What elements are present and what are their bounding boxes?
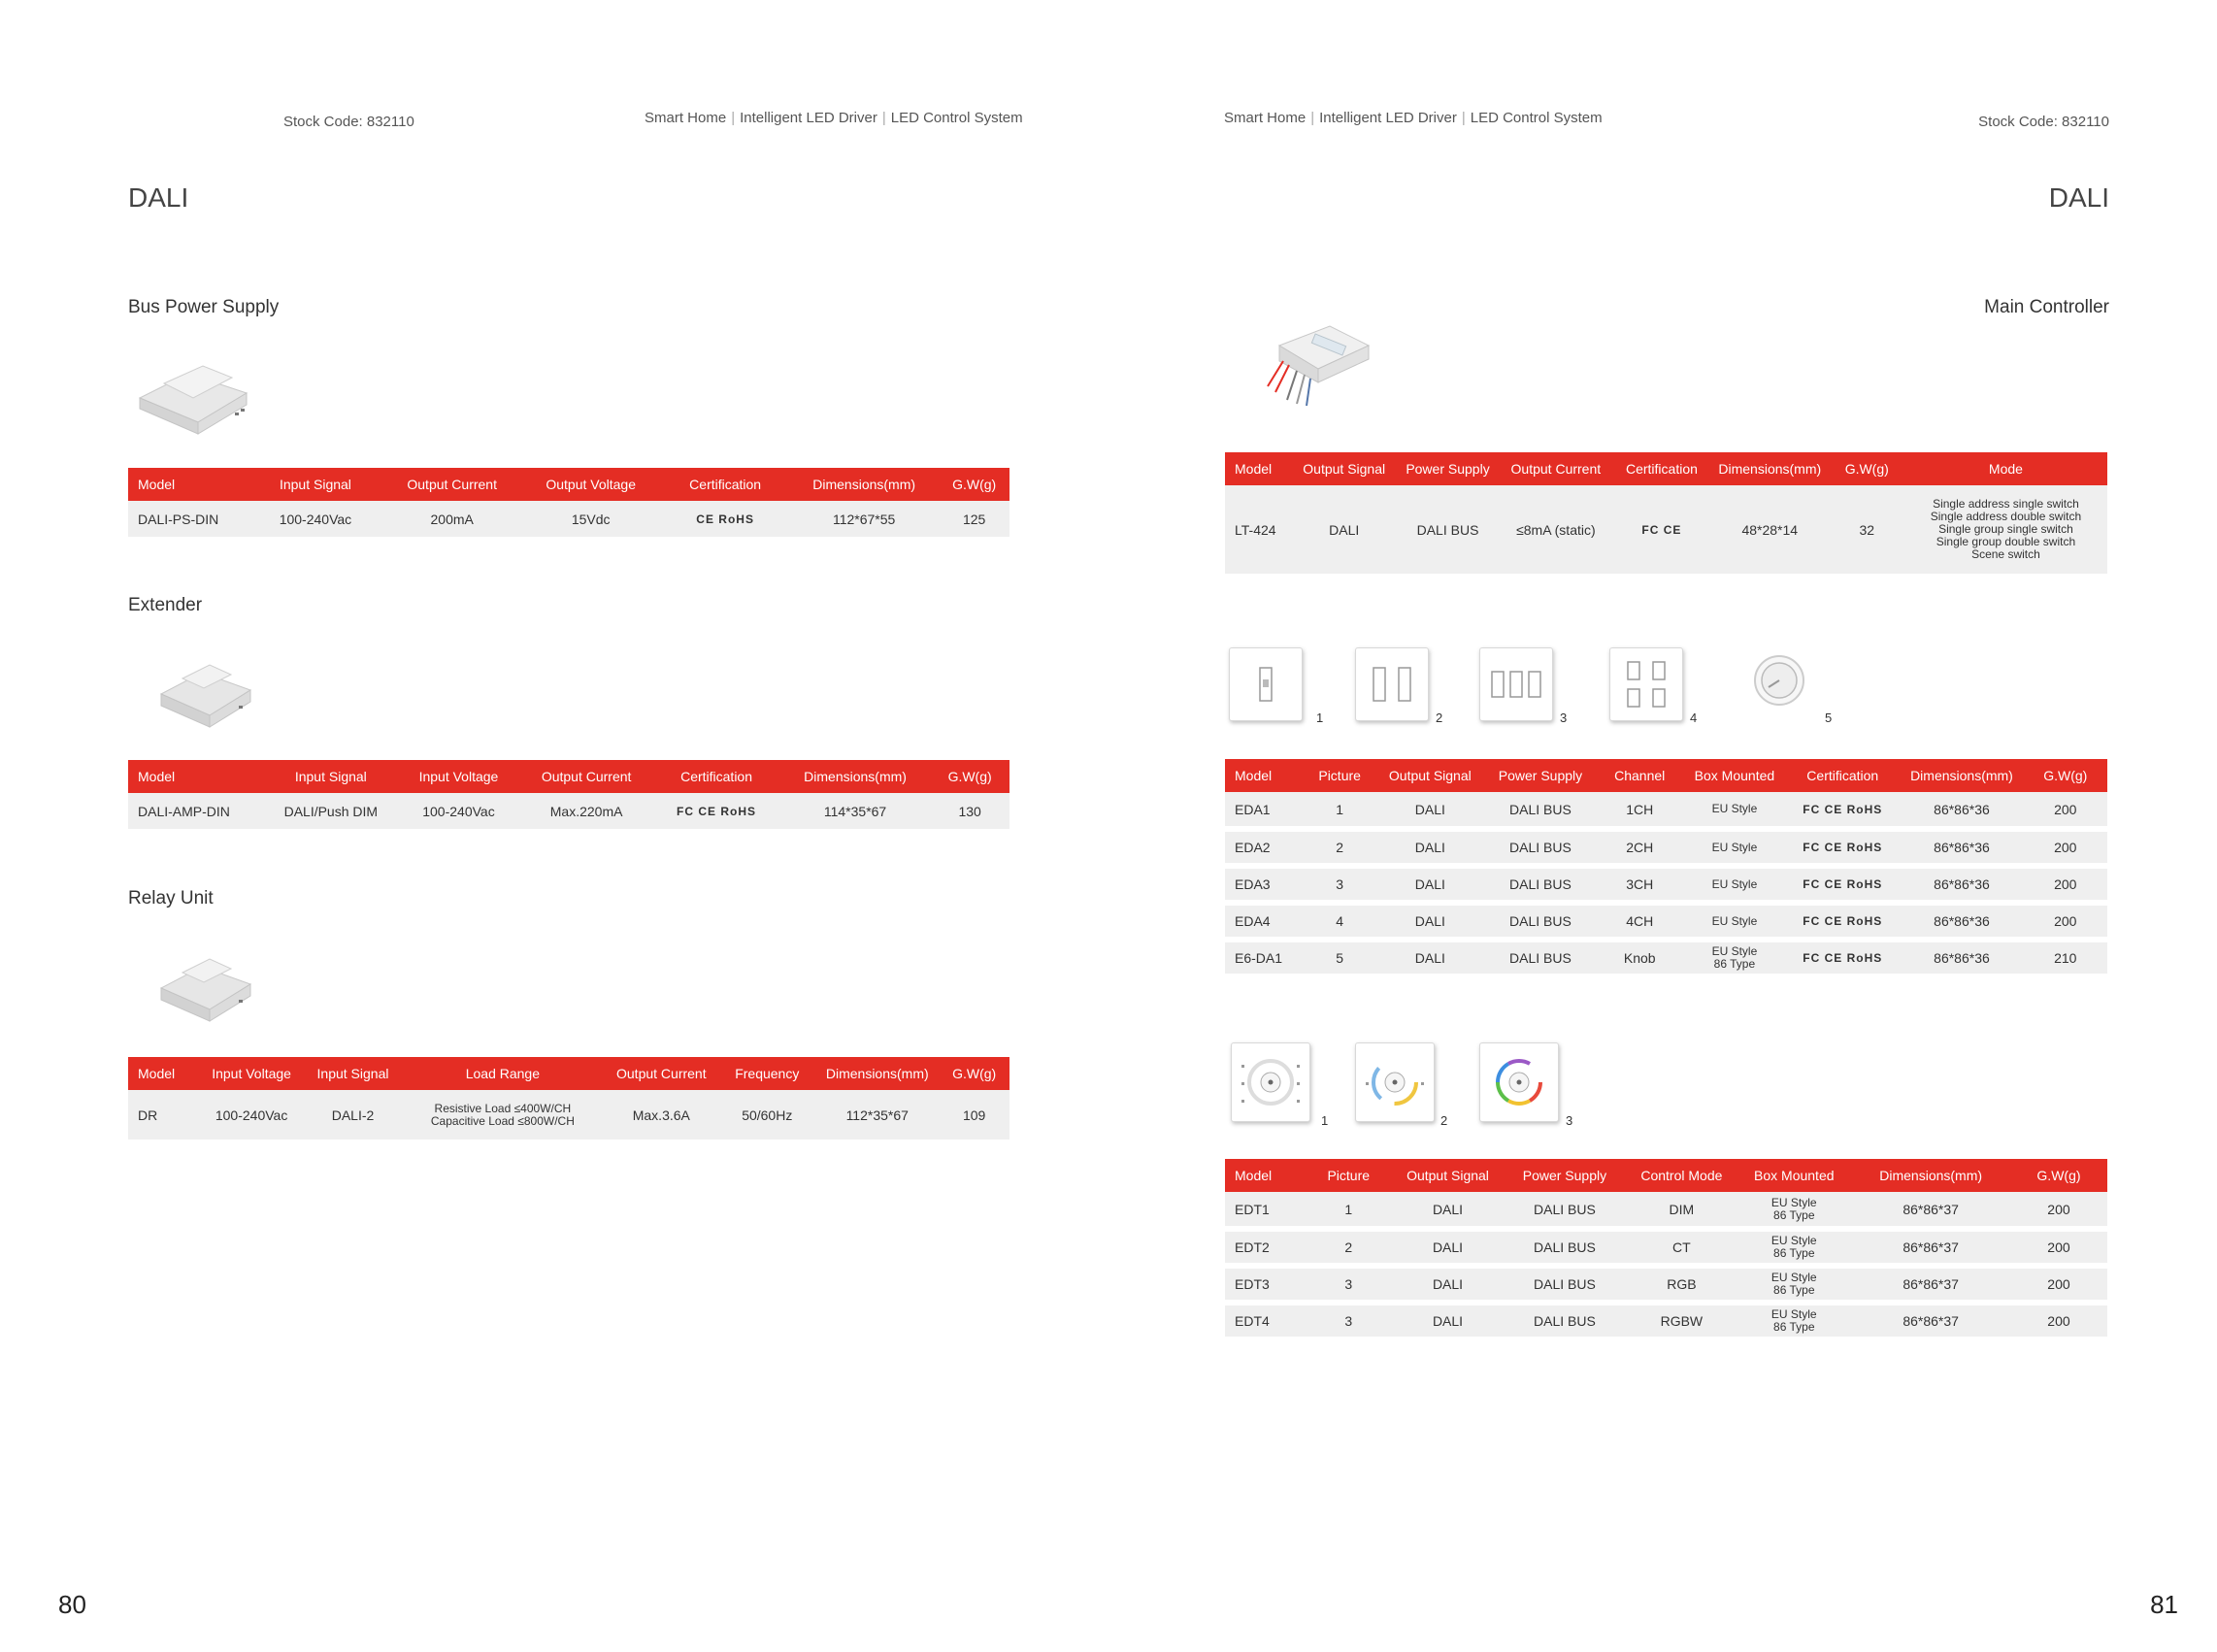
table-row — [1225, 1192, 2107, 1229]
cell-power-supply: DALI BUS — [1485, 829, 1596, 866]
cell-picture: 2 — [1305, 1229, 1393, 1266]
cell-gross-weight: 200 — [2010, 1229, 2107, 1266]
cell-certification: FC CE RoHS — [1785, 792, 1900, 829]
box-mounted-line: EU Style — [1711, 840, 1758, 854]
load-range-capacitive: Capacitive Load ≤800W/CH — [430, 1113, 575, 1128]
cell-box-mounted — [1684, 792, 1786, 829]
picture-label-5: 5 — [1825, 710, 1833, 725]
col-gross-weight: G.W(g) — [1830, 452, 1904, 485]
left-stock-code: Stock Code: 832110 — [283, 114, 414, 130]
extender-heading: Extender — [128, 595, 203, 615]
col-output-signal: Output Signal — [1393, 1159, 1504, 1192]
cell-control-mode: CT — [1627, 1229, 1737, 1266]
cell-certification: FC CE RoHS — [1785, 866, 1900, 903]
picture-label-1: 1 — [1321, 1113, 1329, 1128]
cell-gross-weight: 200 — [2024, 829, 2107, 866]
cell-gross-weight: 200 — [2024, 903, 2107, 940]
cell-control-mode: DIM — [1627, 1192, 1737, 1229]
cell-dimensions: 86*86*37 — [1851, 1229, 2010, 1266]
cell-model: EDT2 — [1225, 1229, 1305, 1266]
cell-power-supply: DALI BUS — [1503, 1266, 1626, 1303]
col-dimensions: Dimensions(mm) — [815, 1057, 939, 1090]
picture-label-2: 2 — [1436, 710, 1443, 725]
cell-dimensions: 86*86*37 — [1851, 1303, 2010, 1339]
col-dimensions: Dimensions(mm) — [789, 468, 939, 501]
cell-output-signal: DALI — [1291, 485, 1397, 577]
cell-power-supply: DALI BUS — [1485, 903, 1596, 940]
table-row — [128, 501, 1009, 540]
cell-box-mounted — [1684, 829, 1786, 866]
cell-picture: 3 — [1305, 1266, 1393, 1303]
left-header-nav: Smart Home | Intelligent LED Driver | LED Control System — [645, 110, 1023, 126]
cell-power-supply: DALI BUS — [1503, 1229, 1626, 1266]
cell-channel: 1CH — [1596, 792, 1684, 829]
relay-unit-heading: Relay Unit — [128, 888, 214, 909]
extender-table — [128, 760, 1009, 835]
box-mounted-line: EU Style — [1711, 876, 1758, 891]
cell-output-current: Max.3.6A — [604, 1090, 718, 1142]
col-input-voltage: Input Voltage — [199, 1057, 305, 1090]
cell-picture: 3 — [1305, 866, 1375, 903]
cell-certification: FC CE RoHS — [1785, 940, 1900, 976]
touch-panel-picture-3 — [1479, 1042, 1559, 1122]
cell-picture: 3 — [1305, 1303, 1393, 1339]
col-output-signal: Output Signal — [1291, 452, 1397, 485]
cell-channel: 3CH — [1596, 866, 1684, 903]
col-channel: Channel — [1596, 759, 1684, 792]
box-mounted-line: EU Style — [1770, 1234, 1817, 1247]
cell-output-signal: DALI — [1393, 1303, 1504, 1339]
mode-item: Single group double switch — [1936, 535, 2076, 548]
cell-certification: FC CE RoHS — [1785, 903, 1900, 940]
cell-input-signal: 100-240Vac — [248, 501, 384, 540]
picture-label-1: 1 — [1316, 710, 1324, 725]
cell-gross-weight: 210 — [2024, 940, 2107, 976]
col-model: Model — [128, 468, 248, 501]
nav-intelligent-led-driver[interactable]: Intelligent LED Driver — [740, 110, 877, 126]
col-control-mode: Control Mode — [1627, 1159, 1737, 1192]
panel-picture-4 — [1609, 647, 1683, 721]
cell-input-signal: DALI-2 — [305, 1090, 402, 1142]
cell-input-voltage: 100-240Vac — [199, 1090, 305, 1142]
col-model: Model — [1225, 1159, 1305, 1192]
main-controller-heading: Main Controller — [1984, 297, 2109, 317]
cell-model: EDT4 — [1225, 1303, 1305, 1339]
cell-box-mounted — [1684, 903, 1786, 940]
col-box-mounted: Box Mounted — [1684, 759, 1786, 792]
cell-output-signal: DALI — [1375, 792, 1486, 829]
relay-unit-table — [128, 1057, 1009, 1145]
col-certification: Certification — [652, 760, 780, 793]
col-certification: Certification — [1785, 759, 1900, 792]
box-mounted-line: 86 Type — [1773, 1320, 1815, 1334]
col-picture: Picture — [1305, 1159, 1393, 1192]
cell-dimensions: 114*35*67 — [780, 793, 930, 832]
cell-box-mounted — [1737, 1192, 1851, 1229]
cell-channel: Knob — [1596, 940, 1684, 976]
col-gross-weight: G.W(g) — [930, 760, 1009, 793]
box-mounted-line: EU Style — [1711, 944, 1758, 958]
col-input-signal: Input Signal — [248, 468, 384, 501]
nav-led-control-system[interactable]: LED Control System — [1470, 110, 1603, 126]
cell-box-mounted — [1737, 1266, 1851, 1303]
cell-power-supply: DALI BUS — [1503, 1303, 1626, 1339]
picture-label-4: 4 — [1690, 710, 1698, 725]
cell-box-mounted — [1737, 1229, 1851, 1266]
touch-panel-picture-2 — [1355, 1042, 1435, 1122]
cell-output-signal: DALI — [1375, 829, 1486, 866]
cell-load-range — [401, 1090, 604, 1142]
cell-output-signal: DALI — [1393, 1192, 1504, 1229]
table-row — [1225, 485, 2107, 577]
col-gross-weight: G.W(g) — [939, 1057, 1009, 1090]
table-row — [1225, 1303, 2107, 1339]
mode-item: Single address double switch — [1930, 510, 2082, 523]
col-mode: Mode — [1904, 452, 2107, 485]
main-controller-table — [1225, 452, 2107, 579]
cell-gross-weight: 109 — [939, 1090, 1009, 1142]
box-mounted-line: EU Style — [1770, 1271, 1817, 1284]
cell-gross-weight: 125 — [939, 501, 1009, 540]
panel-picture-3 — [1479, 647, 1553, 721]
cell-gross-weight: 200 — [2024, 866, 2107, 903]
cell-certification: CE RoHS — [661, 501, 789, 540]
din-rail-relay-unit-image — [153, 940, 260, 1027]
col-load-range: Load Range — [401, 1057, 604, 1090]
main-controller-device-image — [1262, 318, 1378, 415]
col-picture: Picture — [1305, 759, 1375, 792]
col-certification: Certification — [1613, 452, 1710, 485]
table-row — [128, 1090, 1009, 1142]
col-gross-weight: G.W(g) — [2024, 759, 2107, 792]
cell-certification: FC CE — [1613, 485, 1710, 577]
col-output-signal: Output Signal — [1375, 759, 1486, 792]
box-mounted-line: EU Style — [1770, 1195, 1817, 1209]
table-row — [1225, 866, 2107, 903]
picture-label-3: 3 — [1566, 1113, 1573, 1128]
mode-item: Single group single switch — [1938, 522, 2073, 536]
cell-power-supply: DALI BUS — [1485, 792, 1596, 829]
cell-certification: FC CE RoHS — [1785, 829, 1900, 866]
cell-output-current: ≤8mA (static) — [1499, 485, 1613, 577]
table-row — [1225, 903, 2107, 940]
left-page-title: DALI — [128, 182, 189, 213]
col-box-mounted: Box Mounted — [1737, 1159, 1851, 1192]
cell-channel: 4CH — [1596, 903, 1684, 940]
cell-input-signal: DALI/Push DIM — [265, 793, 397, 832]
cell-dimensions: 86*86*37 — [1851, 1266, 2010, 1303]
col-input-signal: Input Signal — [265, 760, 397, 793]
table-row — [128, 793, 1009, 832]
col-dimensions: Dimensions(mm) — [1851, 1159, 2010, 1192]
cell-box-mounted — [1684, 866, 1786, 903]
cell-model: DALI-AMP-DIN — [128, 793, 265, 832]
cell-dimensions: 112*35*67 — [815, 1090, 939, 1142]
bus-power-supply-heading: Bus Power Supply — [128, 297, 280, 317]
nav-smart-home[interactable]: Smart Home — [1224, 110, 1307, 126]
col-power-supply: Power Supply — [1485, 759, 1596, 792]
panel-picture-5 — [1743, 644, 1815, 716]
cell-dimensions: 86*86*36 — [1900, 903, 2023, 940]
cell-model: EDT1 — [1225, 1192, 1305, 1229]
cell-picture: 4 — [1305, 903, 1375, 940]
right-page-title: DALI — [2048, 182, 2109, 213]
box-mounted-line: 86 Type — [1773, 1283, 1815, 1297]
cell-model: EDT3 — [1225, 1266, 1305, 1303]
cell-gross-weight: 130 — [930, 793, 1009, 832]
nav-intelligent-led-driver[interactable]: Intelligent LED Driver — [1319, 110, 1457, 126]
cell-model: EDA2 — [1225, 829, 1305, 866]
cell-power-supply: DALI BUS — [1397, 485, 1499, 577]
col-model: Model — [1225, 759, 1305, 792]
right-header-nav: Smart Home | Intelligent LED Driver | LED Control System — [1224, 110, 1603, 126]
col-model: Model — [1225, 452, 1291, 485]
col-output-current: Output Current — [383, 468, 520, 501]
table-row — [1225, 940, 2107, 976]
col-dimensions: Dimensions(mm) — [780, 760, 930, 793]
right-stock-code: Stock Code: 832110 — [1978, 114, 2109, 130]
cell-control-mode: RGBW — [1627, 1303, 1737, 1339]
cell-channel: 2CH — [1596, 829, 1684, 866]
cell-power-supply: DALI BUS — [1485, 940, 1596, 976]
cell-gross-weight: 200 — [2024, 792, 2107, 829]
picture-label-3: 3 — [1560, 710, 1568, 725]
cell-model: LT-424 — [1225, 485, 1291, 577]
left-page-number: 80 — [58, 1590, 86, 1619]
dali-switch-panel-table — [1225, 759, 2107, 979]
cell-box-mounted — [1737, 1303, 1851, 1339]
col-input-voltage: Input Voltage — [397, 760, 520, 793]
cell-output-signal: DALI — [1393, 1229, 1504, 1266]
nav-smart-home[interactable]: Smart Home — [645, 110, 727, 126]
col-gross-weight: G.W(g) — [939, 468, 1009, 501]
picture-label-2: 2 — [1440, 1113, 1448, 1128]
cell-power-supply: DALI BUS — [1485, 866, 1596, 903]
box-mounted-line: 86 Type — [1713, 957, 1756, 971]
col-model: Model — [128, 1057, 199, 1090]
cell-output-signal: DALI — [1375, 940, 1486, 976]
cell-dimensions: 112*67*55 — [789, 501, 939, 540]
cell-model: DR — [128, 1090, 199, 1142]
cell-box-mounted — [1684, 940, 1786, 976]
cell-picture: 5 — [1305, 940, 1375, 976]
nav-led-control-system[interactable]: LED Control System — [890, 110, 1023, 126]
col-power-supply: Power Supply — [1503, 1159, 1626, 1192]
cell-model: EDA4 — [1225, 903, 1305, 940]
cell-picture: 1 — [1305, 1192, 1393, 1229]
col-input-signal: Input Signal — [305, 1057, 402, 1090]
panel-picture-1 — [1229, 647, 1303, 721]
box-mounted-line: EU Style — [1711, 802, 1758, 815]
table-row — [1225, 792, 2107, 829]
col-model: Model — [128, 760, 265, 793]
cell-gross-weight: 200 — [2010, 1192, 2107, 1229]
cell-control-mode: RGB — [1627, 1266, 1737, 1303]
cell-power-supply: DALI BUS — [1503, 1192, 1626, 1229]
cell-input-voltage: 100-240Vac — [397, 793, 520, 832]
cell-output-voltage: 15Vdc — [520, 501, 661, 540]
cell-output-signal: DALI — [1375, 866, 1486, 903]
cell-output-current: Max.220mA — [520, 793, 652, 832]
cell-model: EDA3 — [1225, 866, 1305, 903]
cell-model: EDA1 — [1225, 792, 1305, 829]
cell-picture: 1 — [1305, 792, 1375, 829]
box-mounted-line: EU Style — [1711, 913, 1758, 928]
table-row — [1225, 1229, 2107, 1266]
cell-dimensions: 86*86*36 — [1900, 940, 2023, 976]
col-frequency: Frequency — [718, 1057, 815, 1090]
col-certification: Certification — [661, 468, 789, 501]
cell-gross-weight: 200 — [2010, 1303, 2107, 1339]
cell-dimensions: 48*28*14 — [1710, 485, 1830, 577]
mode-item: Single address single switch — [1933, 497, 2079, 511]
cell-gross-weight: 32 — [1830, 485, 1904, 577]
load-range-resistive: Resistive Load ≤400W/CH — [434, 1101, 572, 1115]
right-page-number: 81 — [2150, 1590, 2178, 1619]
box-mounted-line: 86 Type — [1773, 1246, 1815, 1260]
mode-item: Scene switch — [1971, 547, 2040, 561]
cell-output-signal: DALI — [1375, 903, 1486, 940]
dali-touch-panel-table — [1225, 1159, 2107, 1342]
col-power-supply: Power Supply — [1397, 452, 1499, 485]
box-mounted-line: 86 Type — [1773, 1207, 1815, 1222]
bus-power-supply-table — [128, 468, 1009, 543]
cell-dimensions: 86*86*36 — [1900, 829, 2023, 866]
cell-gross-weight: 200 — [2010, 1266, 2107, 1303]
din-rail-power-supply-image — [130, 345, 256, 442]
cell-model: DALI-PS-DIN — [128, 501, 248, 540]
col-output-voltage: Output Voltage — [520, 468, 661, 501]
col-dimensions: Dimensions(mm) — [1710, 452, 1830, 485]
cell-certification: FC CE RoHS — [652, 793, 780, 832]
col-output-current: Output Current — [604, 1057, 718, 1090]
cell-output-signal: DALI — [1393, 1266, 1504, 1303]
panel-picture-2 — [1355, 647, 1429, 721]
col-dimensions: Dimensions(mm) — [1900, 759, 2023, 792]
col-gross-weight: G.W(g) — [2010, 1159, 2107, 1192]
box-mounted-line: EU Style — [1770, 1307, 1817, 1321]
cell-dimensions: 86*86*36 — [1900, 792, 2023, 829]
cell-frequency: 50/60Hz — [718, 1090, 815, 1142]
cell-picture: 2 — [1305, 829, 1375, 866]
cell-mode — [1904, 485, 2107, 577]
table-row — [1225, 1266, 2107, 1303]
table-row — [1225, 829, 2107, 866]
cell-model: E6-DA1 — [1225, 940, 1305, 976]
touch-panel-picture-1 — [1231, 1042, 1310, 1122]
cell-dimensions: 86*86*37 — [1851, 1192, 2010, 1229]
cell-output-current: 200mA — [383, 501, 520, 540]
din-rail-extender-image — [153, 645, 260, 733]
col-output-current: Output Current — [520, 760, 652, 793]
col-output-current: Output Current — [1499, 452, 1613, 485]
cell-dimensions: 86*86*36 — [1900, 866, 2023, 903]
